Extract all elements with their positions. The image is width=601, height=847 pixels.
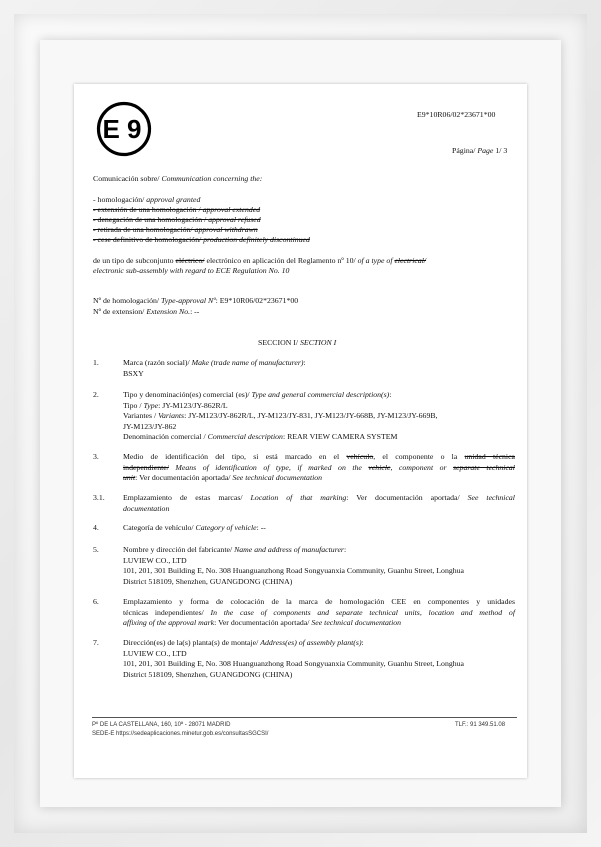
item-number: 7. [93,638,99,647]
item-approval-mark-placement: Emplazamiento y forma de colocación de la marca de homologación CEE en componentes y unidades técnicas independientes/ In the case of components and separate technical units, location and method of affixing of the approval mark: Ver documentación aportada/ See technical documentation [123,597,515,627]
footer-sede-link[interactable]: SEDE-E https://sedeaplicaciones.minetur.gob.es/consultasSGCSI/ [92,731,269,737]
make-value: BSXY [123,368,144,378]
communication-intro: Comunicación sobre/ Communication concerning the: [93,174,263,183]
approval-reference: E9*10R06/02*23671*00 [417,110,496,119]
type-statement-line1: de un tipo de subconjunto eléctrico/ electrónico en aplicación del Reglamento nº 10/ of a type of electrical/ [93,256,427,265]
option-extended: - extensión de una homologación / approval extended [93,205,261,214]
page-indicator: Página/ Page 1/ 3 [452,146,508,155]
e9-approval-mark-icon [96,101,152,157]
approval-number: Nº de homologación/ Type-approval Nº: E9*10R06/02*23671*00 [93,296,299,305]
type-statement-line2: electronic sub-assembly with regard to ECE Regulation No. 10 [93,266,290,275]
item-assembly-plant: Dirección(es) de la(s) planta(s) de montaje/ Address(es) of assembly plant(s): LUVIEW CO., LTD 101, 201, 301 Building E, No. 308 Huanguanzhong Road Songyuanxia Community, Guanhu Street, Longhua District 518109, Shenzhen, GUANGDONG (CHINA) [123,638,465,679]
item-number: 1. [93,358,99,367]
section-title: SECCION I/ SECTION I [258,338,337,347]
extension-number: Nº de extension/ Extension No.: -- [93,307,200,316]
item-manufacturer: Nombre y dirección del fabricante/ Name and address of manufacturer: LUVIEW CO., LTD 101, 201, 301 Building E, No. 308 Huanguanzhong Road Songyuanxia Community, Guanhu Street, Longhua District 518109, Shenzhen, GUANGDONG (CHINA) [123,545,465,586]
option-granted: - homologación/ approval granted [93,195,201,204]
option-withdrawn: - retirada de una homologación/ approval withdrawn [93,225,258,234]
item-marking-location: Emplazamiento de estas marcas/ Location of that marking: Ver documentación aportada/ See technical documentation [123,493,515,513]
footer-address: Pº DE LA CASTELLANA, 160, 10ª - 28071 MADRID [92,722,231,728]
footer-phone: TLF.: 91 349.51.08 [455,722,506,728]
item-number: 2. [93,390,99,399]
e9-logo-text: E 9 [102,114,142,144]
item-number: 3.1. [93,493,105,502]
footer-divider [92,717,517,718]
item-number: 3. [93,452,99,461]
item-identification: Medio de identificación del tipo, si está marcado en el vehículo, el componente o la unidad técnica independiente/ Means of identification of type, if marked on the vehicle, component or separate technical unit: Ver documentación aportada/ See technical documentation [123,452,516,482]
item-make: Marca (razón social)/ Make (trade name of manufacturer): BSXY [123,358,515,379]
item-number: 4. [93,523,99,532]
item-number: 5. [93,545,99,554]
option-refused: - denegación de una homologación / approval refused [93,215,261,224]
item-vehicle-category: Categoría de vehículo/ Category of vehicle: -- [123,523,266,532]
item-type: Tipo y denominación(es) comercial (es)/ Type and general commercial description(s): Tipo / Type: JY-M123/JY-862R/L Variantes / Variants: JY-M123/JY-862R/L, JY-M123/JY-831, JY-M123/JY-668B, JY-M123/JY-669B, JY-M123/JY-862 Denominación comercial / Commercial description: REAR VIEW CAMERA SYSTEM [123,390,438,441]
item-number: 6. [93,597,99,606]
option-discontinued: - cese definitivo de homologación/ production definitely discontinued [93,235,310,244]
